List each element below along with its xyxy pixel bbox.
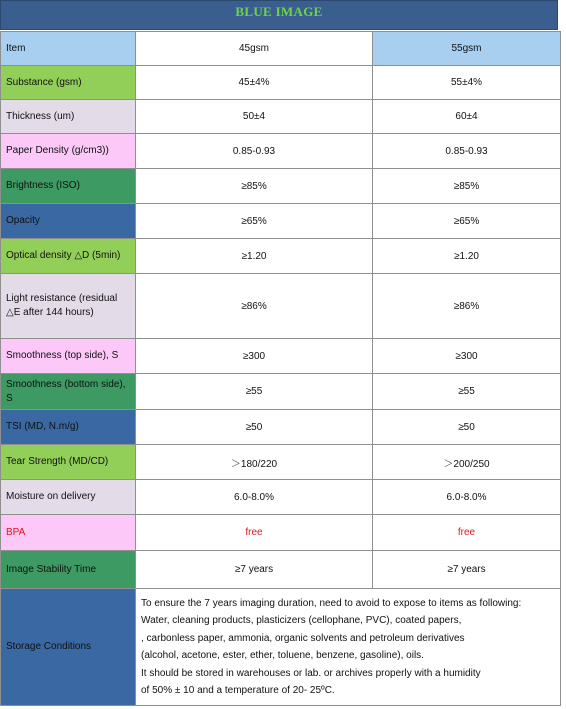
row-value-55gsm: ≥300 — [373, 339, 561, 374]
row-value-55gsm: ≥50 — [373, 410, 561, 445]
table-row — [1, 274, 561, 339]
table-row — [1, 374, 561, 410]
storage-line: of 50% ± 10 and a temperature of 20- 25ºC. — [141, 685, 335, 696]
storage-line: It should be stored in warehouses or lab. or archives properly with a humidity — [141, 667, 481, 679]
page-title: BLUE IMAGE — [235, 4, 323, 19]
row-value-55gsm: 55±4% — [373, 66, 561, 100]
row-label: Opacity — [1, 204, 136, 239]
row-label: Tear Strength (MD/CD) — [1, 445, 136, 480]
row-value-55gsm: free — [373, 515, 561, 551]
table-row — [1, 551, 561, 589]
table-row — [1, 100, 561, 134]
row-value-45gsm: ≥300 — [136, 339, 373, 374]
row-label: Smoothness (bottom side), S — [1, 374, 136, 410]
table-row — [1, 410, 561, 445]
table-row — [1, 169, 561, 204]
row-value-55gsm: ≥86% — [373, 274, 561, 339]
row-label: Image Stability Time — [1, 551, 136, 589]
row-label: Moisture on delivery — [1, 480, 136, 515]
row-value-45gsm: 0.85-0.93 — [136, 134, 373, 169]
header-row — [1, 32, 561, 66]
row-value-55gsm: 0.85-0.93 — [373, 134, 561, 169]
row-label: Light resistance (residual △E after 144 hours) — [1, 274, 136, 339]
table-row — [1, 445, 561, 480]
table-row — [1, 480, 561, 515]
header-item: Item — [1, 32, 136, 66]
row-label: TSI (MD, N.m/g) — [1, 410, 136, 445]
table-row — [1, 239, 561, 274]
row-value-45gsm: ≥7 years — [136, 551, 373, 589]
row-value-45gsm: ≥55 — [136, 374, 373, 410]
storage-line: , carbonless paper, ammonia, organic solvents and petroleum derivatives — [141, 632, 465, 644]
row-value-45gsm: ≥50 — [136, 410, 373, 445]
row-label: Paper Density (g/cm3)) — [1, 134, 136, 169]
row-label: Thickness (um) — [1, 100, 136, 134]
table-row — [1, 134, 561, 169]
row-value-55gsm: 6.0-8.0% — [373, 480, 561, 515]
row-label: Optical density △D (5min) — [1, 239, 136, 274]
table-row — [1, 339, 561, 374]
title-bar — [0, 0, 558, 30]
table-row — [1, 204, 561, 239]
row-value-55gsm: ＞200/250 — [373, 445, 561, 480]
row-label: Substance (gsm) — [1, 66, 136, 100]
row-value-55gsm: ≥7 years — [373, 551, 561, 589]
row-label: Brightness (ISO) — [1, 169, 136, 204]
row-value-55gsm: ≥85% — [373, 169, 561, 204]
storage-label: Storage Conditions — [1, 589, 136, 706]
header-col-55gsm: 55gsm — [373, 32, 561, 66]
row-label: BPA — [1, 515, 136, 551]
row-value-45gsm: ≥65% — [136, 204, 373, 239]
row-value-55gsm: 60±4 — [373, 100, 561, 134]
storage-line: (alcohol, acetone, ester, ether, toluene, benzene, gasoline), oils. — [141, 650, 424, 661]
storage-line: To ensure the 7 years imaging duration, need to avoid to expose to items as following: — [141, 597, 522, 609]
row-value-55gsm: ≥65% — [373, 204, 561, 239]
header-col-45gsm: 45gsm — [136, 32, 373, 66]
row-value-45gsm: free — [136, 515, 373, 551]
row-value-55gsm: ≥55 — [373, 374, 561, 410]
row-value-45gsm: ＞180/220 — [136, 445, 373, 480]
row-value-45gsm: 45±4% — [136, 66, 373, 100]
table-row — [1, 66, 561, 100]
storage-row — [1, 589, 561, 706]
row-value-45gsm: ≥86% — [136, 274, 373, 339]
row-value-45gsm: ≥1.20 — [136, 239, 373, 274]
row-value-55gsm: ≥1.20 — [373, 239, 561, 274]
table-row — [1, 515, 561, 551]
row-label: Smoothness (top side), S — [1, 339, 136, 374]
spec-table — [0, 31, 561, 706]
row-value-45gsm: 6.0-8.0% — [136, 480, 373, 515]
storage-line: Water, cleaning products, plasticizers (cellophane, PVC), coated papers, — [141, 615, 462, 626]
storage-text — [136, 589, 561, 706]
row-value-45gsm: 50±4 — [136, 100, 373, 134]
row-value-45gsm: ≥85% — [136, 169, 373, 204]
